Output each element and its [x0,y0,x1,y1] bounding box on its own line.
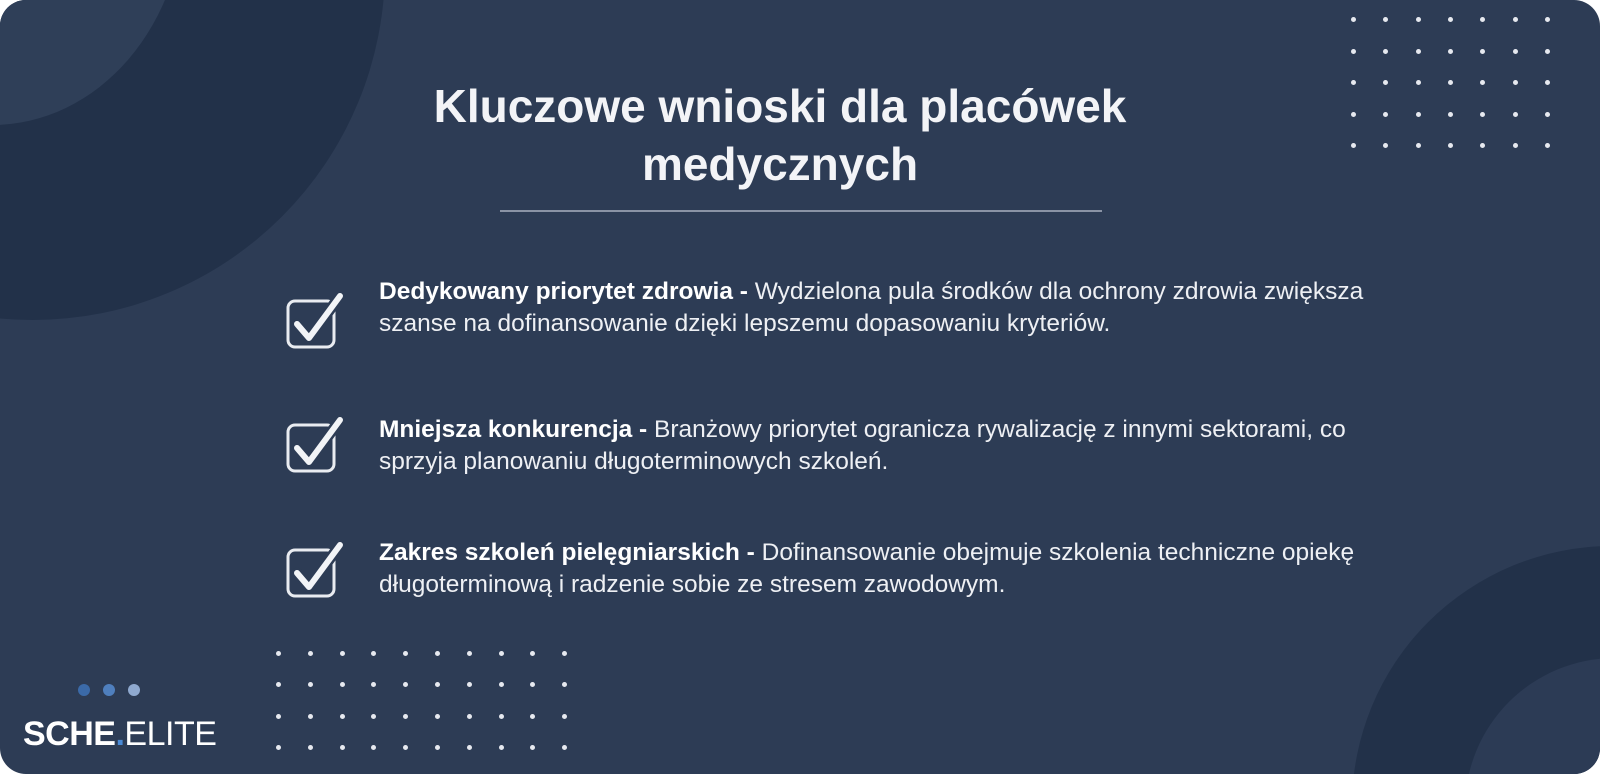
decorative-dot [1513,17,1518,22]
decorative-dot [1545,80,1550,85]
decorative-dot [1545,49,1550,54]
logo-dot [103,684,115,696]
decorative-dot [467,714,472,719]
list-item-heading: Zakres szkoleń pielęgniarskich - [379,539,755,566]
decorative-dot [1416,17,1421,22]
decorative-dot [1383,143,1388,148]
decorative-dot [340,745,345,750]
decorative-dot [1351,80,1356,85]
decorative-dot [467,651,472,656]
decorative-dot [1545,143,1550,148]
decorative-dot [1416,49,1421,54]
decorative-dot [562,745,567,750]
list-item-text [379,537,1369,601]
decorative-dot [308,651,313,656]
decorative-dot [1351,143,1356,148]
decorative-dot [1383,49,1388,54]
checkbox-checked-icon [285,288,349,352]
decorative-dot [1448,112,1453,117]
decorative-dot [562,682,567,687]
decorative-dot [403,682,408,687]
decorative-dot [371,714,376,719]
title-divider [500,210,1102,212]
decorative-dot [1513,49,1518,54]
decorative-dot [308,682,313,687]
list-item-text [379,276,1369,340]
decorative-dot [467,682,472,687]
decorative-dot [1545,112,1550,117]
decorative-dot [1351,17,1356,22]
decorative-dot [530,651,535,656]
decorative-dot [340,651,345,656]
decorative-dot [276,714,281,719]
decorative-dot [340,682,345,687]
decorative-dot [1513,80,1518,85]
decorative-dot [1513,112,1518,117]
checkbox-checked-icon [285,537,349,601]
decorative-dot [435,682,440,687]
list-item-heading: Dedykowany priorytet zdrowia - [379,278,748,305]
logo-dot [78,684,90,696]
decorative-dot [276,745,281,750]
logo-dot [128,684,140,696]
decorative-dot [1383,112,1388,117]
decorative-dot [276,682,281,687]
list-item-text [379,414,1369,478]
decorative-dot [1545,17,1550,22]
decorative-dot [276,651,281,656]
decorative-dot [499,682,504,687]
title-line-2: medycznych [641,138,919,190]
decorative-dot [499,714,504,719]
title-line-1: Kluczowe wnioski dla placówek [433,80,1127,132]
decorative-dot [499,745,504,750]
decorative-dot [340,714,345,719]
decorative-dot [1448,17,1453,22]
checkbox-checked-icon [285,412,349,476]
decorative-dot [403,651,408,656]
page-title [280,77,1280,193]
decorative-dot [1513,143,1518,148]
decorative-dot [1416,143,1421,148]
decorative-dot [1416,80,1421,85]
decorative-dot [1480,143,1485,148]
list-item-body: Wydzielona pula środków dla ochrony zdrowia zwiększa szanse na dofinansowanie dzięki lepszemu dopasowaniu kryteriów. [379,278,1364,337]
decorative-dot [562,651,567,656]
logo-text-part1: SCHE [23,715,116,753]
decorative-dot [371,651,376,656]
decorative-dot [1448,80,1453,85]
decorative-dot [308,714,313,719]
logo-text-dot: . [115,715,125,753]
decorative-dot [1480,80,1485,85]
list-item-body: Branżowy priorytet ogranicza rywalizację z innymi sektorami, co sprzyja planowaniu długoterminowych szkoleń. [379,416,1346,475]
decorative-dot [435,745,440,750]
decorative-dot [1351,49,1356,54]
decorative-dot [530,745,535,750]
decorative-dot [371,682,376,687]
list-item-heading: Mniejsza konkurencja - [379,416,648,443]
decorative-dot [1448,49,1453,54]
decorative-dot [1416,112,1421,117]
decorative-dot [435,651,440,656]
decorative-dot [530,714,535,719]
decorative-dot [435,714,440,719]
decorative-dot [1351,112,1356,117]
decorative-dot [1480,17,1485,22]
decorative-dot [371,745,376,750]
brand-logo [23,714,216,754]
decorative-dot [499,651,504,656]
decorative-dot [308,745,313,750]
decorative-dot [1383,80,1388,85]
decorative-dot [403,745,408,750]
decorative-dot [1480,49,1485,54]
logo-text-part2: ELITE [124,715,217,753]
decorative-dot [562,714,567,719]
decorative-dot [403,714,408,719]
decorative-dot [1480,112,1485,117]
decorative-dot [1383,17,1388,22]
list-item-body: Dofinansowanie obejmuje szkolenia techniczne opiekę długoterminową i radzenie sobie ze stresem zawodowym. [379,539,1355,598]
decorative-dot [467,745,472,750]
decorative-dot [1448,143,1453,148]
decorative-dot [530,682,535,687]
